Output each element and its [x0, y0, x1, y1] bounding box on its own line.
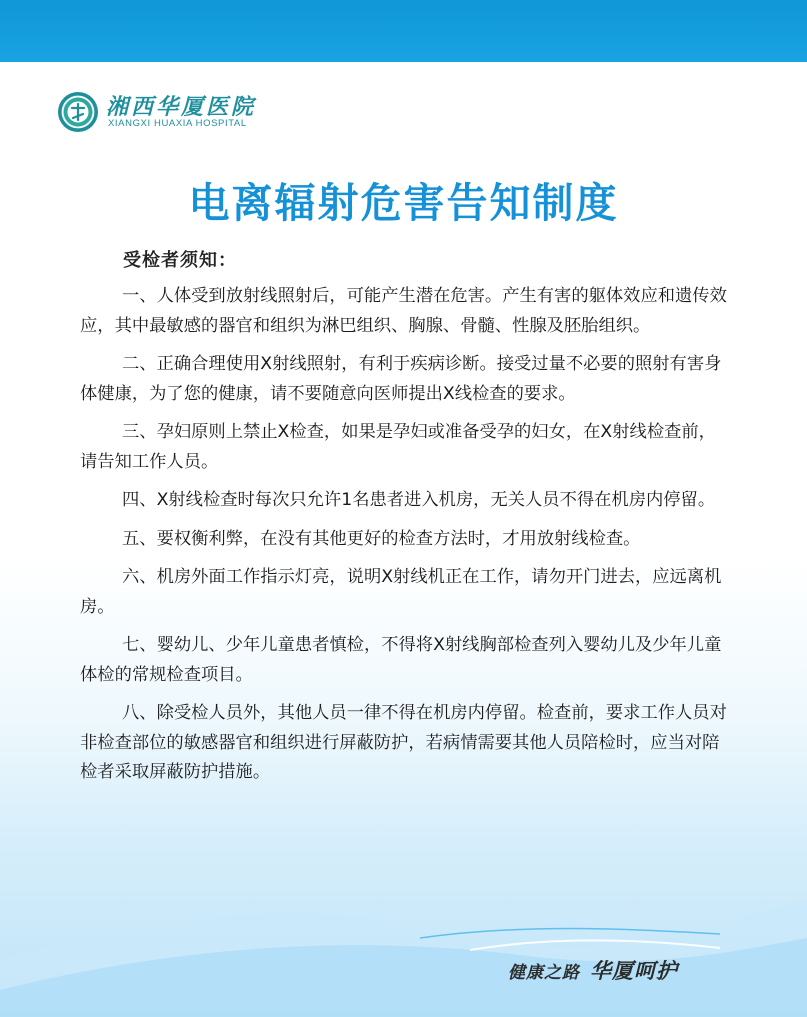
notice-item-3: 三、孕妇原则上禁止X检查，如果是孕妇或准备受孕的妇女，在X射线检查前，请告知工作人员。: [80, 422, 716, 472]
notice-item-8: 八、除受检人员外，其他人员一律不得在机房内停留。检查前，要求工作人员对非检查部位的敏感器官和组织进行屏蔽防护，若病情需要其他人员陪检时，应当对陪检者采取屏蔽防护措施。: [80, 703, 727, 782]
hospital-logo: [58, 90, 288, 136]
notice-item-4: 四、X射线检查时每次只允许1名患者进入机房，无关人员不得在机房内停留。: [122, 490, 716, 510]
decorative-waves: [0, 840, 807, 1017]
notice-subtitle: 受检者须知：: [123, 250, 237, 271]
hospital-emblem-icon: [58, 92, 98, 132]
notice-title: 电离辐射危害告知制度: [188, 179, 619, 227]
notice-item-5: 五、要权衡利弊，在没有其他更好的检查方法时，才用放射线检查。: [122, 528, 641, 549]
notice-item-1: 一、人体受到放射线照射后，可能产生潜在危害。产生有害的躯体效应和遗传效应，其中最敏感的器官和组织为淋巴组织、胸腺、骨髓、性腺及胚胎组织。: [80, 286, 727, 336]
hospital-name-en: XIANGXI HUAXIA HOSPITAL: [108, 118, 247, 129]
slogan-right: 华厦呵护: [590, 959, 678, 983]
notice-item-7: 七、婴幼儿、少年儿童患者慎检，不得将X射线胸部检查列入婴幼儿及少年儿童体检的常规检查项目。: [80, 635, 722, 685]
notice-item-2: 二、正确合理使用X射线照射，有利于疾病诊断。接受过量不必要的照射有害身体健康，为了您的健康，请不要随意向医师提出X线检查的要求。: [80, 354, 722, 404]
footer-slogan: [508, 955, 678, 985]
notice-item-6: 六、机房外面工作指示灯亮，说明X射线机正在工作，请勿开门进去，应远离机房。: [80, 567, 722, 617]
hospital-name-cn: 湘西华厦医院: [106, 95, 257, 120]
notice-body: [80, 282, 730, 797]
slogan-left: 健康之路: [508, 963, 580, 983]
top-banner-band: [0, 0, 807, 62]
